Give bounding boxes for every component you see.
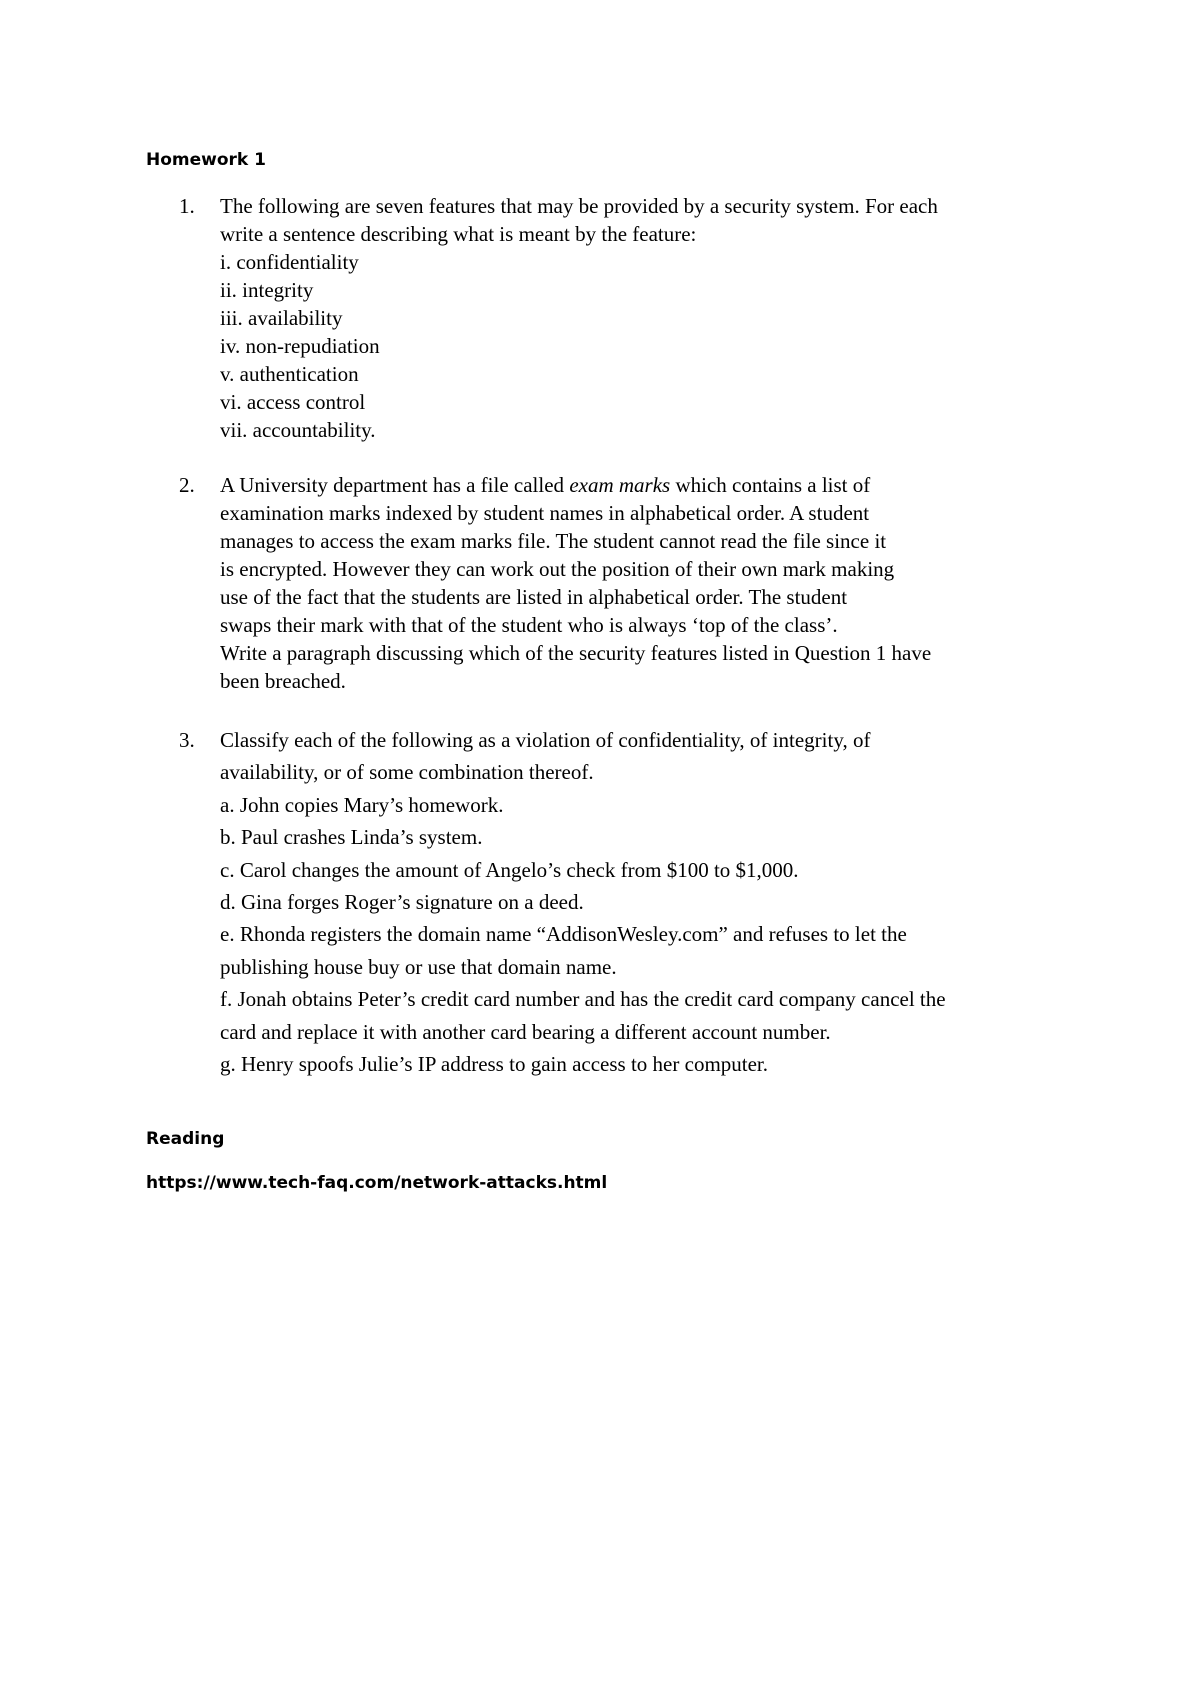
question-2-line: is encrypted. However they can work out the position of their own mark making (220, 557, 895, 581)
question-2-line: examination marks indexed by student names in alphabetical order. A student (220, 501, 870, 525)
question-1-number: 1. (179, 194, 195, 218)
feature-item: vi. access control (220, 390, 366, 414)
scenario-item: publishing house buy or use that domain name. (220, 954, 617, 979)
question-2-line: manages to access the exam marks file. The student cannot read the file since it (220, 529, 887, 553)
scenario-item: card and replace it with another card bearing a different account number. (220, 1019, 831, 1044)
scenario-item: a. John copies Mary’s homework. (220, 792, 504, 817)
text-run: which contains a list of (670, 473, 871, 497)
question-3-line: availability, or of some combination thereof. (220, 760, 594, 785)
question-2-number: 2. (179, 473, 195, 497)
question-2-line: been breached. (220, 669, 346, 693)
document-title: Homework 1 (146, 150, 266, 170)
scenario-item: e. Rhonda registers the domain name “AddisonWesley.com” and refuses to let the (220, 922, 907, 947)
scenario-item: b. Paul crashes Linda’s system. (220, 825, 483, 850)
question-3-number: 3. (179, 728, 195, 752)
reading-link[interactable]: https://www.tech-faq.com/network-attacks.html (146, 1173, 608, 1193)
text-run: A University department has a file called (220, 473, 570, 497)
feature-item: v. authentication (220, 362, 359, 386)
question-1-line: write a sentence describing what is meant by the feature: (220, 222, 697, 246)
question-2-line: use of the fact that the students are listed in alphabetical order. The student (220, 585, 848, 609)
scenario-item: d. Gina forges Roger’s signature on a deed. (220, 889, 584, 914)
scenario-item: c. Carol changes the amount of Angelo’s check from $100 to $1,000. (220, 857, 799, 882)
feature-item: ii. integrity (220, 278, 314, 302)
question-1-body (220, 192, 1100, 444)
feature-item: vii. accountability. (220, 418, 376, 442)
question-1-line: The following are seven features that may be provided by a security system. For each (220, 194, 938, 218)
question-2-line (220, 471, 1100, 499)
scenario-item: f. Jonah obtains Peter’s credit card number and has the credit card company cancel the (220, 987, 946, 1012)
question-3-body (220, 724, 1100, 1080)
file-name-emphasis: exam marks (569, 473, 671, 497)
question-2-body (220, 471, 1100, 695)
question-2-line: Write a paragraph discussing which of the security features listed in Question 1 have (220, 641, 932, 665)
question-2-line: swaps their mark with that of the student who is always ‘top of the class’. (220, 613, 838, 637)
feature-item: iii. availability (220, 306, 343, 330)
feature-item: i. confidentiality (220, 250, 359, 274)
reading-heading: Reading (146, 1129, 225, 1149)
scenario-item: g. Henry spoofs Julie’s IP address to gain access to her computer. (220, 1051, 769, 1076)
feature-item: iv. non-repudiation (220, 334, 380, 358)
question-3-line: Classify each of the following as a violation of confidentiality, of integrity, of (220, 728, 871, 752)
